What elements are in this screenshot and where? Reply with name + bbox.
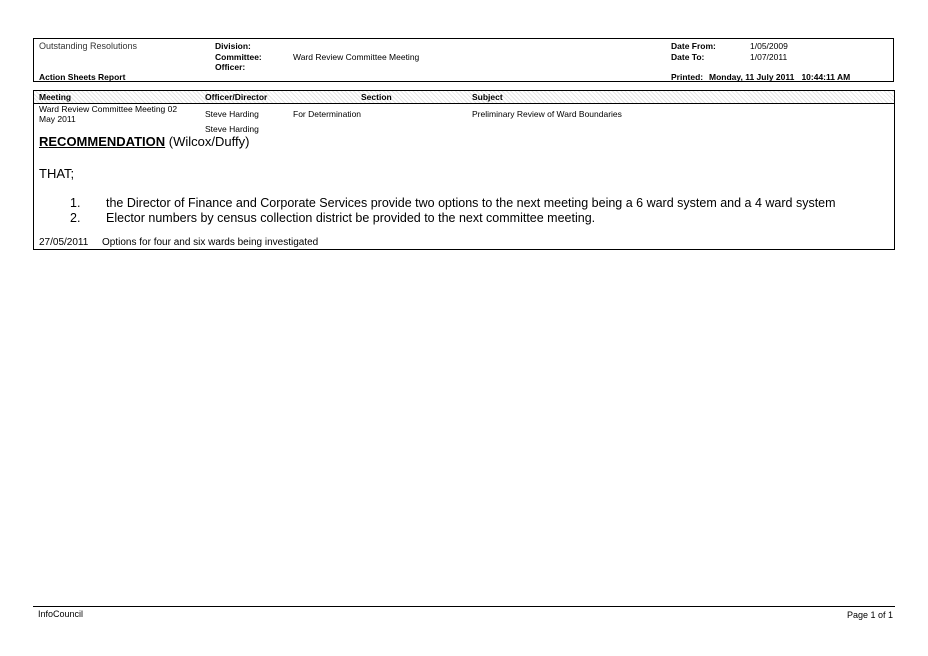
- date-from-label: Date From:: [671, 41, 716, 51]
- col-section: Section: [361, 92, 392, 102]
- report-header: [33, 38, 894, 82]
- meeting-name-line2: May 2011: [39, 114, 76, 124]
- recommendation: [39, 134, 249, 149]
- footer-page-number: Page 1 of 1: [847, 610, 894, 620]
- action-sheet: [33, 90, 895, 250]
- item-text: Elector numbers by census collection district be provided to the next committee meeting.: [106, 211, 596, 225]
- date-to-value: 1/07/2011: [750, 52, 788, 62]
- committee-label: Committee:: [215, 52, 262, 62]
- officer-name-2: Steve Harding: [205, 124, 259, 134]
- col-subject: Subject: [472, 92, 503, 102]
- printed-label: Printed:: [671, 72, 704, 82]
- footer-brand: InfoCouncil: [38, 609, 84, 619]
- recommendation-movers: (Wilcox/Duffy): [168, 134, 250, 149]
- item-number: 2.: [70, 211, 81, 225]
- item-number: 1.: [70, 196, 81, 210]
- report-type: Outstanding Resolutions: [39, 41, 138, 51]
- meeting-name-line1: Ward Review Committee Meeting 02: [39, 104, 178, 114]
- division-label: Division:: [215, 41, 251, 51]
- footer-divider: [33, 606, 895, 607]
- item-text: the Director of Finance and Corporate Services provide two options to the next meeting being a 6 ward system and a 4 ward system: [106, 196, 836, 210]
- section-value: For Determination: [293, 109, 362, 119]
- note-date: 27/05/2011: [39, 237, 89, 248]
- subject-value: Preliminary Review of Ward Boundaries: [472, 109, 622, 119]
- col-meeting: Meeting: [39, 92, 72, 102]
- date-from-value: 1/05/2009: [750, 41, 788, 51]
- that-clause: THAT;: [39, 166, 75, 181]
- column-header-row: [34, 91, 894, 104]
- report-name: Action Sheets Report: [39, 72, 126, 82]
- col-officer: Officer/Director: [205, 92, 268, 102]
- note-text: Options for four and six wards being investigated: [102, 237, 319, 248]
- committee-value: Ward Review Committee Meeting: [293, 52, 420, 62]
- printed-value: Monday, 11 July 2011 10:44:11 AM: [709, 72, 851, 82]
- date-to-label: Date To:: [671, 52, 705, 62]
- recommendation-heading: RECOMMENDATION: [39, 134, 166, 149]
- officer-label: Officer:: [215, 62, 246, 72]
- officer-name: Steve Harding: [205, 109, 259, 119]
